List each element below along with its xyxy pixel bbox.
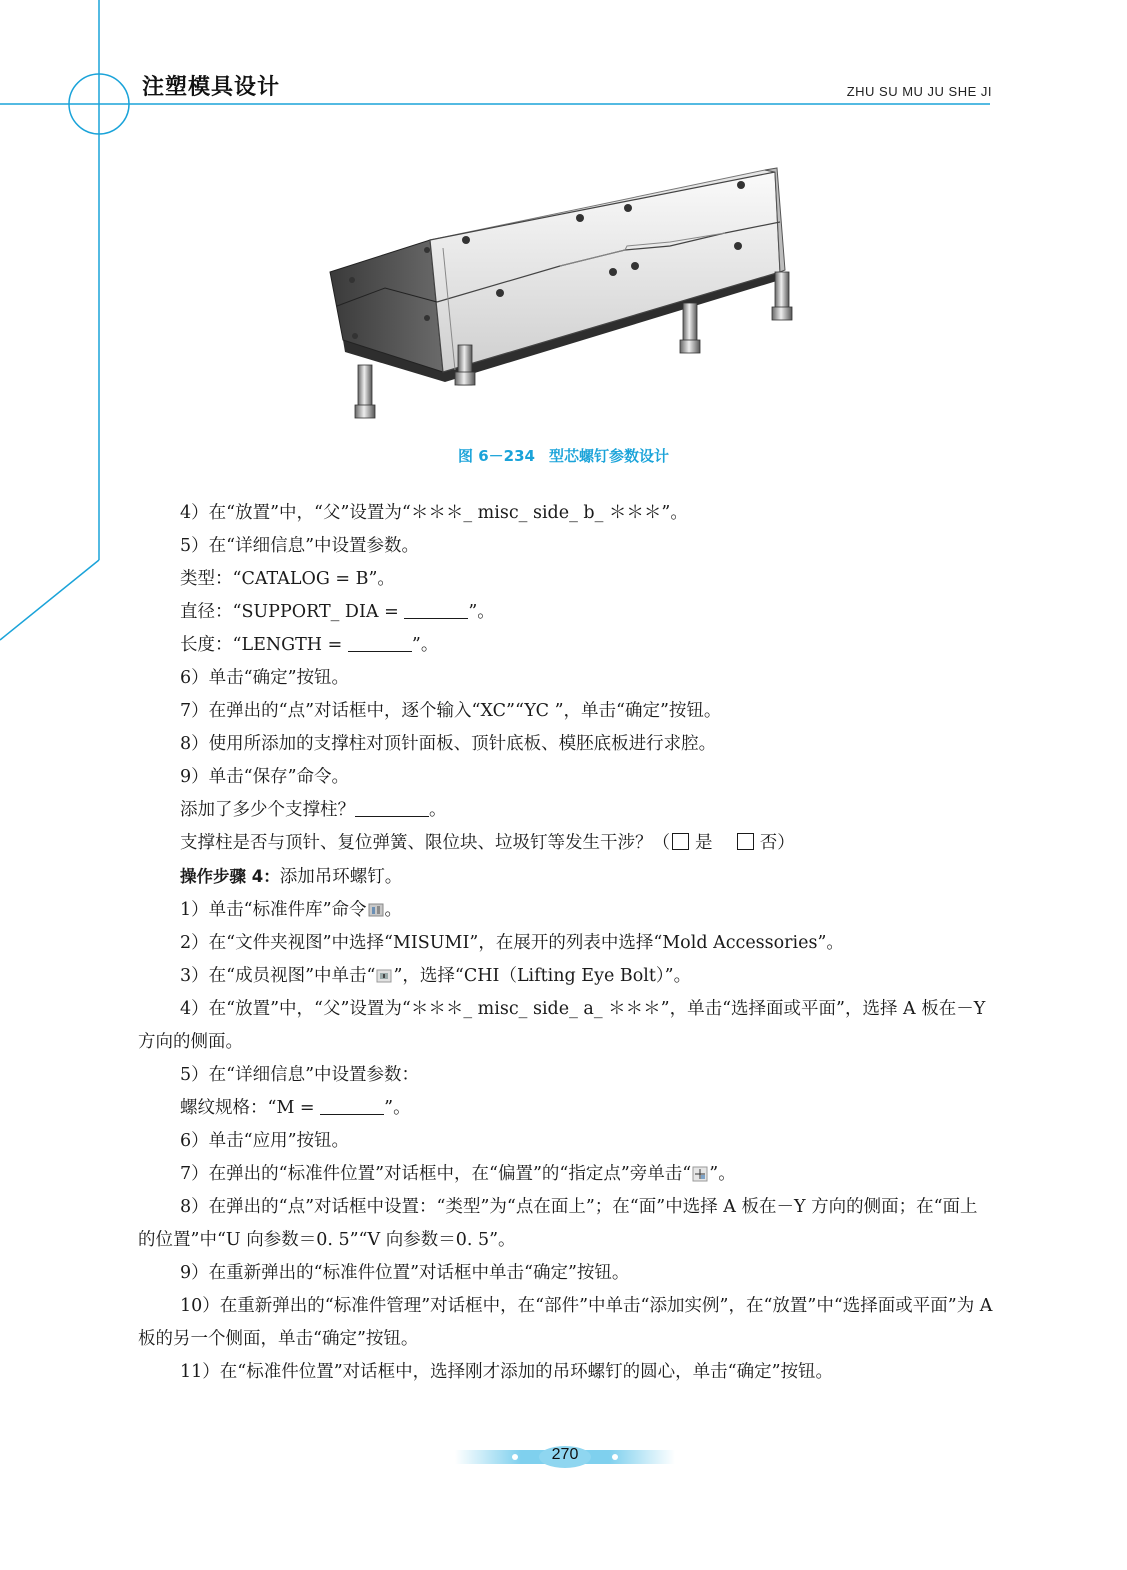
figure-number: 图 6－234: [458, 447, 535, 465]
checkbox-yes: [672, 833, 689, 850]
step-line: 10）在重新弹出的“标准件管理”对话框中，在“部件”中单击“添加实例”，在“放置”中“选择面或平面”为 A 板的另一个侧面，单击“确定”按钮。: [138, 1296, 993, 1349]
step-line: [138, 1158, 994, 1191]
step-text: 3）在“成员视图”中单击“: [180, 966, 376, 986]
param-label: 直径：“SUPPORT_ DIA =: [180, 602, 399, 622]
step-text: 1）单击“标准件库”命令: [180, 900, 367, 920]
body-text: [138, 497, 994, 1389]
param-line: [138, 596, 994, 629]
book-title: 注塑模具设计: [142, 75, 281, 100]
param-line: [138, 629, 994, 662]
question-end: 。: [429, 800, 447, 820]
step-end: ”。: [709, 1164, 736, 1184]
section-text: 添加吊环螺钉。: [279, 867, 403, 887]
step-line: 2）在“文件夹视图”中选择“MISUMI”，在展开的列表中选择“Mold Accessories”。: [180, 933, 844, 953]
step-line: 9）单击“保存”命令。: [180, 767, 350, 787]
checkbox-no: [737, 833, 754, 850]
book-title-pinyin: ZHU SU MU JU SHE JI: [846, 84, 992, 99]
param-end: ”。: [468, 602, 495, 622]
step-line: 4）在“放置”中，“父”设置为“＊＊＊_ misc_ side_ b_ ＊＊＊”。: [180, 503, 688, 523]
step-line: 8）在弹出的“点”对话框中设置：“类型”为“点在面上”；在“面”中选择 A 板在－Y 方向的侧面；在“面上的位置”中“U 向参数＝0. 5”“V 向参数＝0. 5”。: [138, 1197, 978, 1250]
fill-in-blank: [355, 796, 429, 817]
section-label: 操作步骤 4：: [180, 867, 280, 886]
figure-caption-text: 型芯螺钉参数设计: [548, 447, 669, 465]
section-heading-line: [138, 860, 994, 894]
page-number: 270: [551, 1446, 579, 1463]
step-line: 6）单击“应用”按钮。: [180, 1131, 350, 1151]
fill-in-blank: [320, 1094, 384, 1115]
param-label: 长度：“LENGTH =: [180, 635, 343, 655]
checkbox-no-label: 否）: [759, 833, 795, 853]
checkbox-yes-label: 是: [695, 833, 713, 853]
step-line: 6）单击“确定”按钮。: [180, 668, 350, 688]
step-line: 11）在“标准件位置”对话框中，选择刚才添加的吊环螺钉的圆心，单击“确定”按钮。: [180, 1362, 834, 1382]
question-text: 支撑柱是否与顶针、复位弹簧、限位块、垃圾钉等发生干涉？（: [180, 833, 670, 853]
member-view-item-icon: [376, 968, 392, 984]
fill-in-blank: [348, 631, 412, 652]
step-end: 。: [384, 900, 403, 920]
param-line: [138, 1092, 994, 1125]
step-line: 8）使用所添加的支撑柱对顶针面板、顶针底板、模胚底板进行求腔。: [180, 734, 717, 754]
question-line: [138, 794, 994, 827]
step-line: [138, 894, 994, 927]
step-line: 7）在弹出的“点”对话框中，逐个输入“XC”“YC ”，单击“确定”按钮。: [180, 701, 722, 721]
question-text: 添加了多少个支撑柱？: [180, 800, 355, 820]
step-text: 7）在弹出的“标准件位置”对话框中，在“偏置”的“指定点”旁单击“: [180, 1164, 692, 1184]
param-label: 螺纹规格：“M =: [180, 1098, 315, 1118]
param-end: ”。: [411, 635, 439, 655]
step-text: ”，选择“CHI（Lifting Eye Bolt）”。: [393, 966, 692, 986]
fill-in-blank: [404, 598, 468, 619]
param-line: 类型：“CATALOG = B”。: [180, 569, 395, 589]
figure-caption: [0, 445, 1127, 466]
step-line: 5）在“详细信息”中设置参数。: [180, 536, 420, 556]
point-dialog-icon: [692, 1166, 708, 1182]
standard-part-library-icon: [368, 902, 384, 918]
step-line: 4）在“放置”中，“父”设置为“＊＊＊_ misc_ side_ a_ ＊＊＊”，单击“选择面或平面”，选择 A 板在－Y 方向的侧面。: [138, 999, 986, 1052]
step-line: 5）在“详细信息”中设置参数：: [180, 1065, 420, 1085]
param-end: ”。: [384, 1098, 411, 1118]
mold-base-illustration: [325, 160, 805, 430]
step-line: [138, 960, 994, 993]
question-line: [138, 827, 994, 860]
step-line: 9）在重新弹出的“标准件位置”对话框中单击“确定”按钮。: [180, 1263, 630, 1283]
